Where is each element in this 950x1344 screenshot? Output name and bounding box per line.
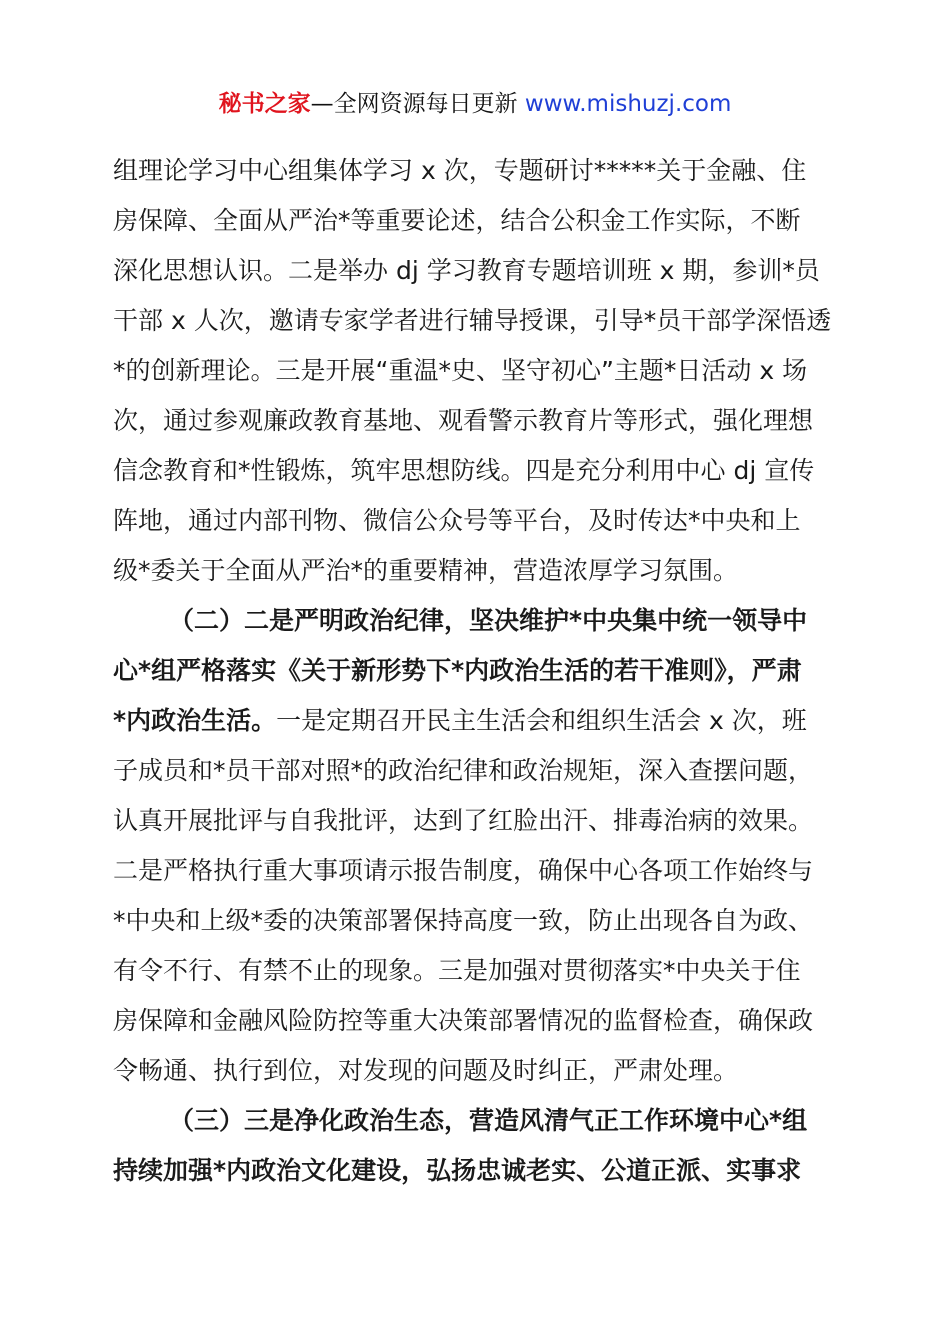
paragraph-line	[113, 1146, 841, 1196]
site-header	[0, 86, 950, 122]
text-segment: 认真开展批评与自我批评，达到了红脸出汗、排毒治病的效果。	[113, 806, 814, 835]
paragraph-line	[113, 296, 841, 346]
text-segment: 房保障和金融风险防控等重大决策部署情况的监督检查，确保政	[113, 1006, 814, 1035]
text-segment: 阵地，通过内部刊物、微信公众号等平台，及时传达*中央和上	[113, 506, 801, 535]
text-segment: 一是定期召开民主生活会和组织生活会 x 次，班	[276, 706, 807, 735]
paragraph-line	[113, 546, 841, 596]
paragraph-line	[113, 246, 841, 296]
text-segment: 房保障、全面从严治*等重要论述，结合公积金工作实际，不断	[113, 206, 801, 235]
text-segment: 有令不行、有禁不止的现象。三是加强对贯彻落实*中央关于住	[113, 956, 801, 985]
paragraph-line	[113, 496, 841, 546]
text-segment: *的创新理论。三是开展“重温*史、坚守初心”主题*日活动 x 场	[113, 356, 808, 385]
paragraph-line	[113, 996, 841, 1046]
brand-name: 秘书之家	[218, 91, 311, 117]
paragraph-line	[113, 896, 841, 946]
text-segment: 令畅通、执行到位，对发现的问题及时纠正，严肃处理。	[113, 1056, 739, 1085]
bold-text-segment: （二）二是严明政治纪律，坚决维护*中央集中统一领导中	[169, 606, 808, 635]
text-segment: 子成员和*员干部对照*的政治纪律和政治规矩，深入查摆问题，	[113, 756, 814, 785]
paragraph-line	[113, 846, 841, 896]
paragraph-line	[113, 646, 841, 696]
bold-text-segment: 心*组严格落实《关于新形势下*内政治生活的若干准则》，严肃	[113, 656, 802, 685]
text-segment: 组理论学习中心组集体学习 x 次，专题研讨*****关于金融、住	[113, 156, 807, 185]
paragraph-line	[113, 446, 841, 496]
site-url[interactable]: www.mishuzj.com	[524, 91, 732, 117]
paragraph-line	[113, 146, 841, 196]
bold-text-segment: （三）三是净化政治生态，营造风清气正工作环境中心*组	[169, 1106, 808, 1135]
text-segment: 二是严格执行重大事项请示报告制度，确保中心各项工作始终与	[113, 856, 814, 885]
text-segment: 次，通过参观廉政教育基地、观看警示教育片等形式，强化理想	[113, 406, 814, 435]
text-segment: *中央和上级*委的决策部署保持高度一致，防止出现各自为政、	[113, 906, 814, 935]
paragraph-line	[113, 796, 841, 846]
paragraph-line	[113, 696, 841, 746]
text-segment: 深化思想认识。二是举办 dj 学习教育专题培训班 x 期，参训*员	[113, 256, 820, 285]
text-segment: 信念教育和*性锻炼，筑牢思想防线。四是充分利用中心 dj 宣传	[113, 456, 815, 485]
paragraph-line	[113, 746, 841, 796]
section-heading-line	[113, 596, 841, 646]
paragraph-line	[113, 1046, 841, 1096]
text-segment: 级*委关于全面从严治*的重要精神，营造浓厚学习氛围。	[113, 556, 739, 585]
paragraph-line	[113, 196, 841, 246]
paragraph-line	[113, 396, 841, 446]
bold-text-segment: *内政治生活。	[113, 706, 277, 735]
paragraph-line	[113, 346, 841, 396]
header-tagline: —全网资源每日更新	[310, 91, 518, 117]
text-segment: 干部 x 人次，邀请专家学者进行辅导授课，引导*员干部学深悟透	[113, 306, 832, 335]
bold-text-segment: 持续加强*内政治文化建设，弘扬忠诚老实、公道正派、实事求	[113, 1156, 802, 1185]
section-heading-line	[113, 1096, 841, 1146]
paragraph-line	[113, 946, 841, 996]
document-body	[113, 146, 841, 1196]
